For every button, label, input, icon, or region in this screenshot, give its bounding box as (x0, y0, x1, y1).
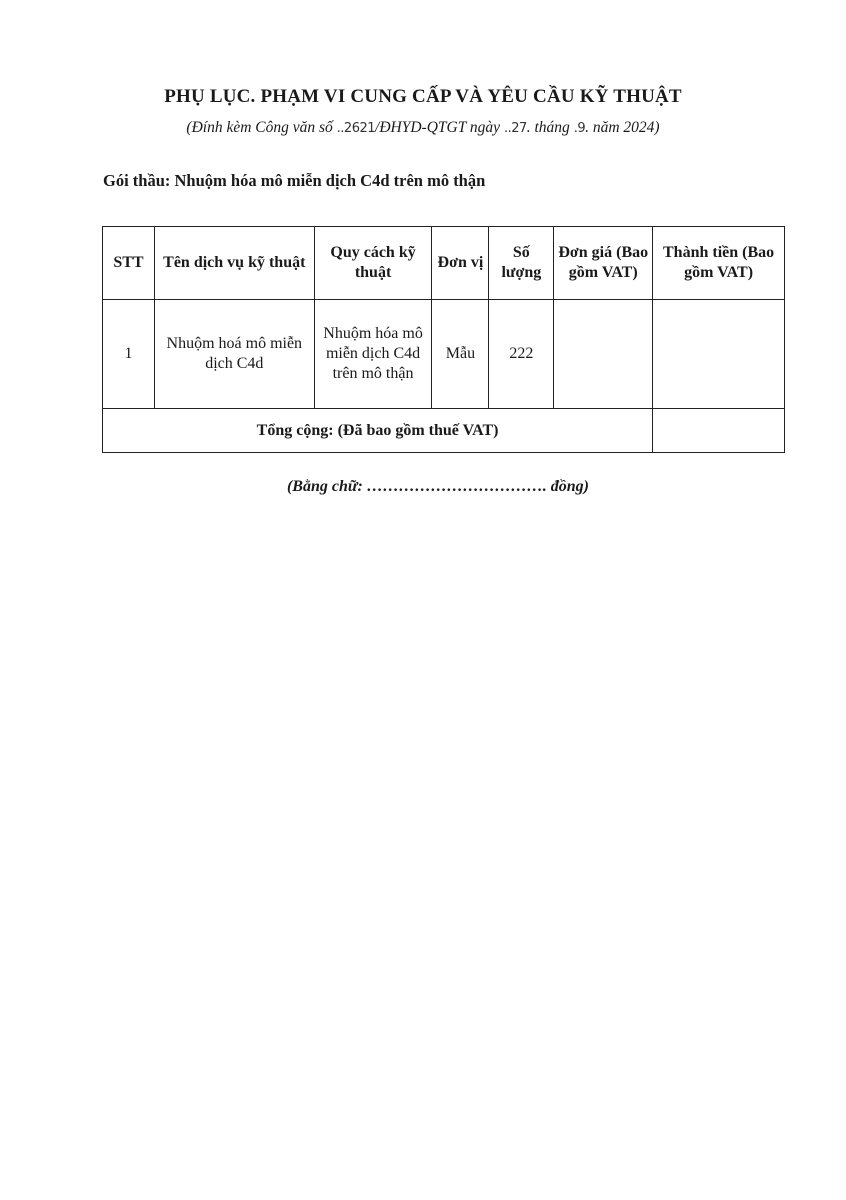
cell-quantity: 222 (489, 300, 554, 409)
document-subtitle (0, 119, 846, 137)
dispatch-month: .9 (573, 121, 586, 136)
header-service-name: Tên dịch vụ kỹ thuật (154, 227, 314, 300)
header-amount: Thành tiền (Bao gồm VAT) (653, 227, 785, 300)
table-header-row (103, 227, 785, 300)
cell-service-name: Nhuộm hoá mô miễn dịch C4d (154, 300, 314, 409)
cell-stt: 1 (103, 300, 155, 409)
table-row (103, 300, 785, 409)
package-name: Gói thầu: Nhuộm hóa mô miễn dịch C4d trên mô thận (103, 171, 486, 190)
total-label: Tổng cộng: (Đã bao gồm thuế VAT) (103, 409, 653, 453)
header-unit: Đơn vị (432, 227, 489, 300)
subtitle-prefix: (Đính kèm Công văn số (186, 119, 337, 136)
subtitle-mid-1: /ĐHYD-QTGT ngày (375, 119, 504, 136)
subtitle-mid-2: . tháng (526, 119, 574, 136)
amount-in-words-line: (Bằng chữ: ……………………………. đồng) (286, 478, 590, 495)
cell-amount (653, 300, 785, 409)
spec-table (102, 226, 785, 453)
cell-unit-price (554, 300, 653, 409)
cell-specification: Nhuộm hóa mô miễn dịch C4d trên mô thận (314, 300, 432, 409)
header-unit-price: Đơn giá (Bao gồm VAT) (554, 227, 653, 300)
table-total-row (103, 409, 785, 453)
header-quantity: Số lượng (489, 227, 554, 300)
header-stt: STT (103, 227, 155, 300)
document-title: PHỤ LỤC. PHẠM VI CUNG CẤP VÀ YÊU CẦU KỸ THUẬT (164, 86, 682, 107)
total-value (653, 409, 785, 453)
dispatch-number: ..2621 (336, 121, 376, 136)
cell-unit: Mẫu (432, 300, 489, 409)
subtitle-suffix: . năm 2024) (585, 119, 660, 136)
dispatch-day: ..27 (503, 121, 527, 136)
header-specification: Quy cách kỹ thuật (314, 227, 432, 300)
